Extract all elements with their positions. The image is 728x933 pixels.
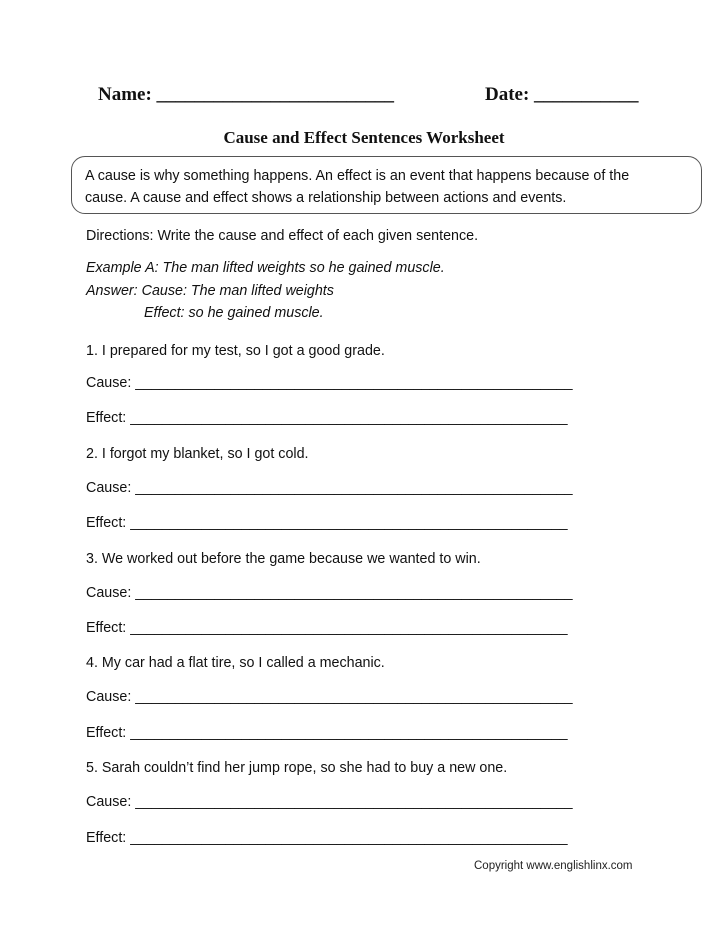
intro-box (71, 156, 702, 214)
question-1: 1. I prepared for my test, so I got a good grade. (86, 343, 385, 359)
copyright-notice: Copyright www.englishlinx.com (474, 860, 633, 872)
example-line-3: Effect: so he gained muscle. (144, 305, 324, 321)
effect-answer-line-2[interactable]: Effect: _______________________________________________________ (86, 515, 568, 531)
question-4: 4. My car had a flat tire, so I called a mechanic. (86, 655, 385, 671)
cause-answer-line-1[interactable]: Cause: _______________________________________________________ (86, 375, 573, 391)
name-field-label: Name: _________________________ (98, 84, 395, 105)
effect-answer-line-5[interactable]: Effect: _______________________________________________________ (86, 830, 568, 846)
question-5: 5. Sarah couldn’t find her jump rope, so she had to buy a new one. (86, 760, 508, 776)
effect-answer-line-4[interactable]: Effect: _______________________________________________________ (86, 725, 568, 741)
directions-text: Directions: Write the cause and effect of each given sentence. (86, 228, 479, 244)
example-line-2: Answer: Cause: The man lifted weights (86, 283, 334, 299)
cause-answer-line-5[interactable]: Cause: _______________________________________________________ (86, 794, 573, 810)
intro-line-1: A cause is why something happens. An effect is an event that happens because of the (85, 168, 630, 184)
intro-line-2: cause. A cause and effect shows a relationship between actions and events. (85, 190, 567, 206)
page-title: Cause and Effect Sentences Worksheet (223, 128, 505, 147)
date-field-label: Date: ___________ (485, 84, 639, 105)
question-3: 3. We worked out before the game because we wanted to win. (86, 551, 481, 567)
example-line-1: Example A: The man lifted weights so he gained muscle. (86, 260, 445, 276)
cause-answer-line-2[interactable]: Cause: _______________________________________________________ (86, 480, 573, 496)
effect-answer-line-3[interactable]: Effect: _______________________________________________________ (86, 620, 568, 636)
cause-answer-line-3[interactable]: Cause: _______________________________________________________ (86, 585, 573, 601)
effect-answer-line-1[interactable]: Effect: _______________________________________________________ (86, 410, 568, 426)
question-2: 2. I forgot my blanket, so I got cold. (86, 446, 309, 462)
cause-answer-line-4[interactable]: Cause: _______________________________________________________ (86, 689, 573, 705)
